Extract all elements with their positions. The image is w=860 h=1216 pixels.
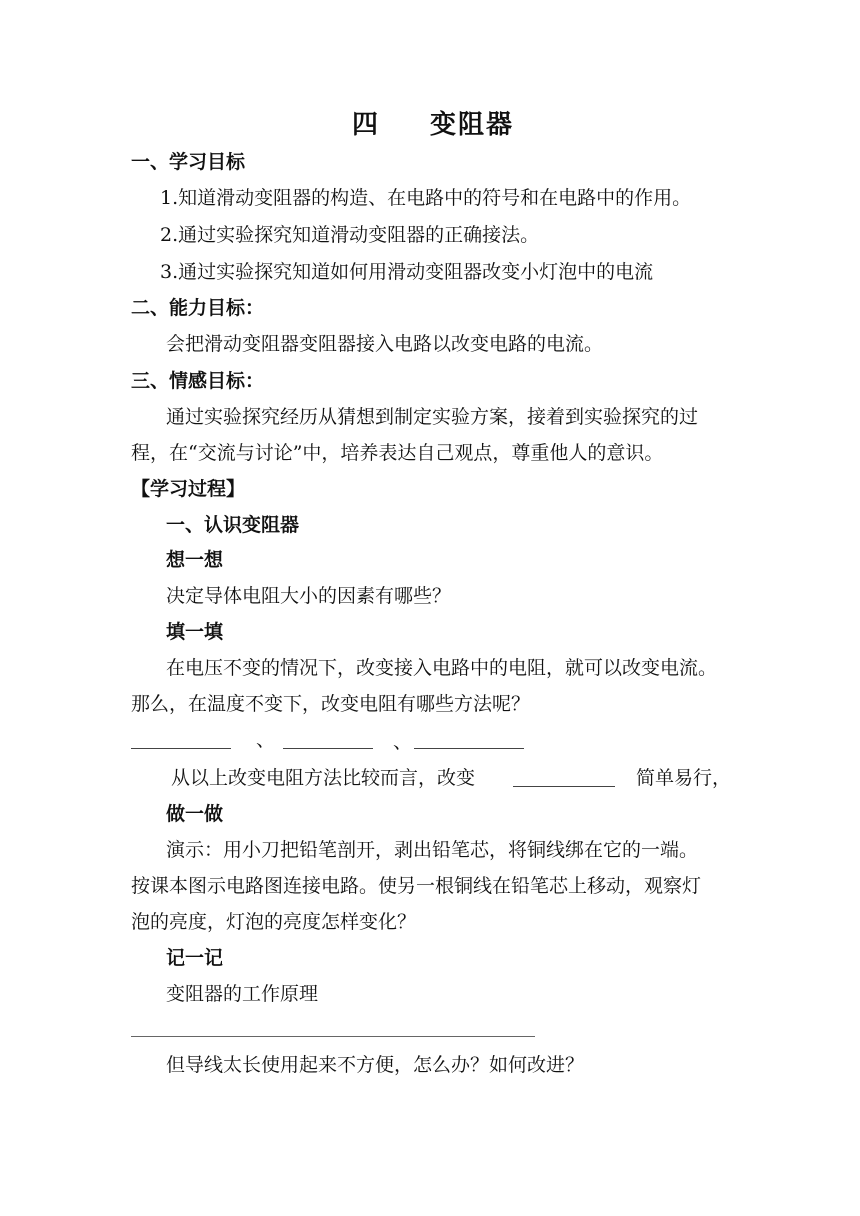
blank-method-1[interactable] [131,748,231,749]
section-heading-ability: 二、能力目标： [131,297,265,319]
compare-text-start: 从以上改变电阻方法比较而言，改变 [171,767,476,789]
section-heading-learning-goals: 一、学习目标 [131,151,246,173]
final-question: 但导线太长使用起来不方便，怎么办？如何改进？ [166,1054,585,1076]
goal-item-2: 2.通过实验探究知道滑动变阻器的正确接法。 [160,224,540,246]
separator-1: 、 [256,729,276,751]
part-heading-recognize: 一、认识变阻器 [166,514,300,536]
answer-line[interactable] [131,1036,535,1037]
section-heading-emotion: 三、情感目标： [131,370,265,392]
page-title: 变阻器 [430,110,515,140]
do-heading: 做一做 [166,803,224,825]
record-heading: 记一记 [166,947,224,969]
title-number: 四 [352,110,381,140]
ability-text: 会把滑动变阻器变阻器接入电路以改变电路的电流。 [166,333,604,355]
fill-text-line-1: 在电压不变的情况下，改变接入电路中的电阻，就可以改变电流。 [166,657,718,679]
compare-text-end: 简单易行， [636,767,732,789]
think-question: 决定导体电阻大小的因素有哪些？ [166,585,452,607]
do-text-line-1: 演示：用小刀把铅笔剖开，剥出铅笔芯，将铜线绑在它的一端。 [166,839,699,861]
goal-item-3: 3.通过实验探究知道如何用滑动变阻器改变小灯泡中的电流 [160,261,654,283]
do-text-line-3: 泡的亮度，灯泡的亮度怎样变化？ [131,911,417,933]
fill-heading: 填一填 [166,621,224,643]
process-heading: 【学习过程】 [131,478,246,500]
blank-method-2[interactable] [283,748,373,749]
do-text-line-2: 按课本图示电路图连接电路。使另一根铜线在铅笔芯上移动，观察灯 [131,875,702,897]
goal-item-1: 1.知道滑动变阻器的构造、在电路中的符号和在电路中的作用。 [160,187,692,209]
think-heading: 想一想 [166,549,224,571]
record-text: 变阻器的工作原理 [166,983,319,1005]
emotion-text-line-1: 通过实验探究经历从猜想到制定实验方案，接着到实验探究的过 [166,406,699,428]
separator-2: 、 [393,731,413,753]
emotion-text-line-2: 程，在“交流与讨论”中，培养表达自己观点，尊重他人的意识。 [131,442,664,464]
blank-method-3[interactable] [414,748,524,749]
fill-text-line-2: 那么，在温度不变下，改变电阻有哪些方法呢？ [131,693,531,715]
blank-best-method[interactable] [513,786,615,787]
